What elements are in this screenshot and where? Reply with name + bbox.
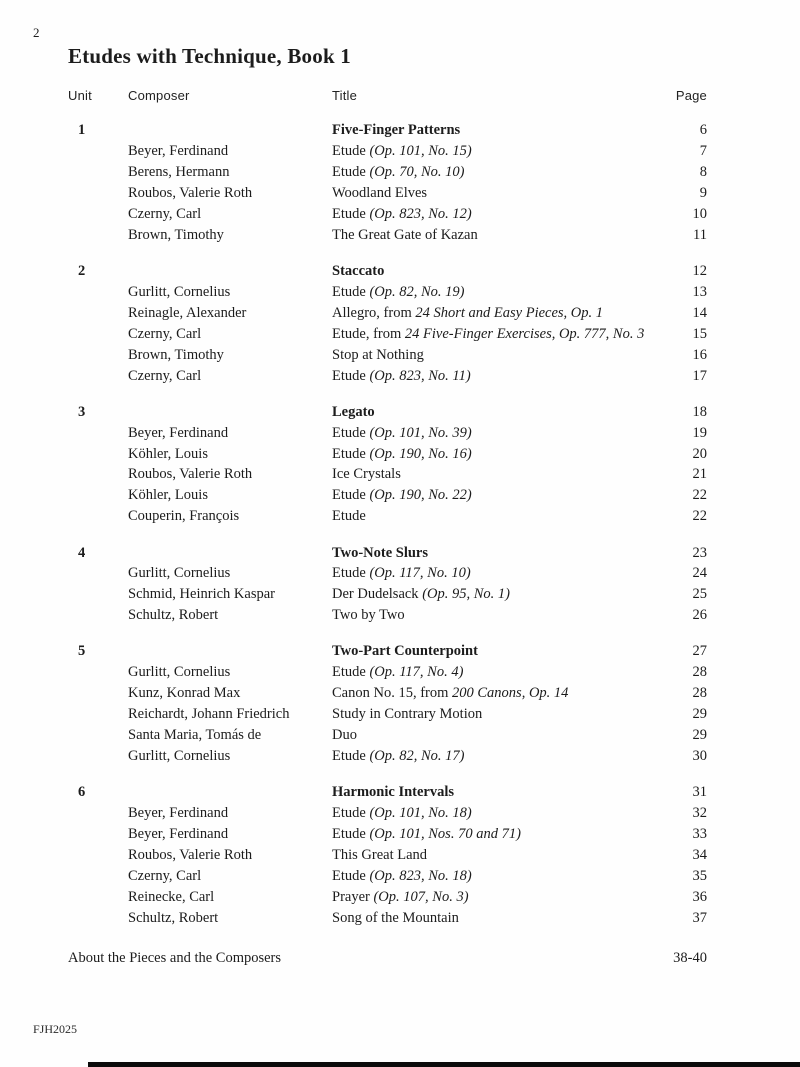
title-opus-italic: 200 Canons, Op. 14 xyxy=(452,685,569,702)
page-cell: 34 xyxy=(692,846,707,863)
title-text: This Great Land xyxy=(332,846,428,863)
title-text: Etude xyxy=(332,143,370,160)
toc-row xyxy=(68,746,707,767)
catalog-code: FJH2025 xyxy=(33,1022,78,1036)
page-cell: 29 xyxy=(692,727,707,744)
section-heading-row xyxy=(68,261,707,282)
toc-row xyxy=(68,887,707,908)
title-opus-italic: (Op. 82, No. 19) xyxy=(369,283,465,300)
header-page: Page xyxy=(675,88,707,103)
title-text: Canon No. 15, from xyxy=(332,685,453,702)
page-cell: 28 xyxy=(692,685,707,702)
title-text: Etude xyxy=(332,867,370,884)
toc-row xyxy=(68,141,707,162)
title-cell xyxy=(332,284,657,301)
section-heading-row xyxy=(68,543,707,564)
toc-row xyxy=(68,683,707,704)
section-heading-row xyxy=(68,402,707,423)
toc-row xyxy=(68,324,707,345)
page-cell: 8 xyxy=(699,164,707,181)
title-opus-italic: 24 Short and Easy Pieces, Op. 1 xyxy=(415,304,604,321)
page-cell: 12 xyxy=(692,263,707,280)
title-text: Two by Two xyxy=(332,607,405,624)
page-cell: 22 xyxy=(692,508,707,525)
toc-sections xyxy=(68,120,707,928)
section-title: Staccato xyxy=(332,263,385,280)
toc-row xyxy=(68,366,707,387)
title-text: Der Dudelsack xyxy=(332,586,423,603)
page-cell: 36 xyxy=(692,888,707,905)
toc-row xyxy=(68,845,707,866)
composer-cell: Beyer, Ferdinand xyxy=(128,826,229,842)
composer-cell: Roubos, Valerie Roth xyxy=(128,185,253,201)
title-text: Etude xyxy=(332,565,370,582)
composer-cell: Berens, Hermann xyxy=(128,164,230,181)
composer-cell: Roubos, Valerie Roth xyxy=(128,466,253,483)
title-cell xyxy=(332,748,657,765)
composer-cell: Schultz, Robert xyxy=(128,607,219,624)
title-cell xyxy=(332,425,657,442)
toc-row xyxy=(68,345,707,366)
composer-cell: Czerny, Carl xyxy=(128,325,202,342)
title-opus-italic: (Op. 190, No. 16) xyxy=(369,445,472,462)
section-rows xyxy=(68,563,707,626)
page-cell: 21 xyxy=(692,466,707,483)
composer-cell: Köhler, Louis xyxy=(128,445,208,462)
section-heading-row xyxy=(68,642,707,663)
title-cell xyxy=(332,586,657,603)
page-cell: 20 xyxy=(692,445,707,462)
toc-row xyxy=(68,162,707,183)
title-text: Etude xyxy=(332,367,370,384)
composer-cell: Reichardt, Johann Friedrich xyxy=(128,706,290,723)
title-text: Song of the Mountain xyxy=(332,909,459,926)
section-title: Legato xyxy=(332,403,375,420)
title-cell xyxy=(332,368,657,385)
section-rows xyxy=(68,423,707,527)
composer-cell: Beyer, Ferdinand xyxy=(128,143,229,160)
title-text: Etude xyxy=(332,283,370,300)
title-text: Etude xyxy=(332,205,370,222)
title-text: Etude xyxy=(332,445,370,462)
title-cell xyxy=(332,847,657,864)
section-rows xyxy=(68,141,707,245)
composer-cell: Czerny, Carl xyxy=(128,867,202,884)
toc-row xyxy=(68,908,707,929)
title-opus-italic: (Op. 101, No. 15) xyxy=(369,143,472,160)
title-cell xyxy=(332,868,657,885)
page-cell: 13 xyxy=(692,283,707,300)
title-cell xyxy=(332,607,657,624)
title-text: Etude, from xyxy=(332,325,405,342)
title-opus-italic: (Op. 95, No. 1) xyxy=(422,586,510,603)
title-opus-italic: (Op. 107, No. 3) xyxy=(373,888,469,905)
composer-cell: Gurlitt, Cornelius xyxy=(128,565,231,582)
title-text: Woodland Elves xyxy=(332,185,428,201)
composer-cell: Gurlitt, Cornelius xyxy=(128,283,231,300)
title-cell xyxy=(332,164,657,181)
title-opus-italic: (Op. 82, No. 17) xyxy=(369,747,465,764)
composer-cell: Couperin, François xyxy=(128,508,240,525)
composer-cell: Reinagle, Alexander xyxy=(128,304,247,321)
title-opus-italic: (Op. 101, No. 18) xyxy=(369,805,472,822)
composer-cell: Brown, Timothy xyxy=(128,346,224,363)
section-title: Harmonic Intervals xyxy=(332,784,455,801)
title-text: Etude xyxy=(332,664,370,681)
unit-number: 1 xyxy=(78,122,86,139)
title-text: Etude xyxy=(332,805,370,822)
toc-row xyxy=(68,204,707,225)
toc-section xyxy=(68,543,707,627)
page-cell: 25 xyxy=(692,586,707,603)
title-text: Duo xyxy=(332,727,357,744)
toc-row xyxy=(68,563,707,584)
title-cell xyxy=(332,706,657,723)
page-cell: 15 xyxy=(692,325,707,342)
toc-row xyxy=(68,465,707,486)
toc-row xyxy=(68,605,707,626)
section-title: Two-Part Counterpoint xyxy=(332,643,478,660)
title-text: Etude xyxy=(332,826,370,842)
toc-row xyxy=(68,485,707,506)
composer-cell: Gurlitt, Cornelius xyxy=(128,664,231,681)
toc-row xyxy=(68,303,707,324)
title-opus-italic: (Op. 70, No. 10) xyxy=(369,164,465,181)
title-opus-italic: (Op. 101, Nos. 70 and 71) xyxy=(369,826,521,842)
composer-cell: Köhler, Louis xyxy=(128,487,208,504)
page-cell: 9 xyxy=(699,185,707,201)
toc-row xyxy=(68,662,707,683)
toc-row xyxy=(68,282,707,303)
title-cell xyxy=(332,143,657,160)
title-opus-italic: 24 Five-Finger Exercises, Op. 777, No. 3 xyxy=(404,325,645,342)
table-header-row xyxy=(68,86,707,105)
about-page: 38-40 xyxy=(673,949,707,966)
title-text: Study in Contrary Motion xyxy=(332,706,483,723)
toc-section xyxy=(68,642,707,767)
section-rows xyxy=(68,662,707,766)
unit-number: 5 xyxy=(78,643,86,660)
toc-row xyxy=(68,444,707,465)
page-cell: 6 xyxy=(699,122,707,139)
title-cell xyxy=(332,466,657,483)
title-cell xyxy=(332,206,657,223)
unit-number: 4 xyxy=(78,544,86,561)
toc-row xyxy=(68,225,707,246)
toc-content xyxy=(68,0,707,969)
page-cell: 27 xyxy=(692,643,707,660)
title-cell xyxy=(332,227,657,244)
title-opus-italic: (Op. 117, No. 10) xyxy=(369,565,471,582)
header-unit: Unit xyxy=(68,88,92,103)
composer-cell: Beyer, Ferdinand xyxy=(128,424,229,441)
section-rows xyxy=(68,803,707,928)
composer-cell: Roubos, Valerie Roth xyxy=(128,846,253,863)
about-row xyxy=(68,948,707,969)
page-cell: 32 xyxy=(692,805,707,822)
title-opus-italic: (Op. 101, No. 39) xyxy=(369,424,472,441)
title-cell xyxy=(332,565,657,582)
composer-cell: Beyer, Ferdinand xyxy=(128,805,229,822)
title-text: Etude xyxy=(332,747,370,764)
page-cell: 14 xyxy=(692,304,707,321)
title-cell xyxy=(332,508,657,525)
toc-row xyxy=(68,725,707,746)
page-cell: 7 xyxy=(699,143,707,160)
page-cell: 10 xyxy=(692,205,707,222)
title-opus-italic: (Op. 117, No. 4) xyxy=(369,664,464,681)
title-opus-italic: (Op. 823, No. 11) xyxy=(369,367,471,384)
toc-row xyxy=(68,824,707,845)
page-cell: 16 xyxy=(692,346,707,363)
title-text: Etude xyxy=(332,424,370,441)
composer-cell: Czerny, Carl xyxy=(128,367,202,384)
title-text: Etude xyxy=(332,487,370,504)
title-cell xyxy=(332,487,657,504)
page-cell: 28 xyxy=(692,664,707,681)
toc-section xyxy=(68,120,707,245)
title-text: The Great Gate of Kazan xyxy=(332,226,478,243)
composer-cell: Schultz, Robert xyxy=(128,909,219,926)
page-cell: 26 xyxy=(692,607,707,624)
toc-row xyxy=(68,866,707,887)
section-rows xyxy=(68,282,707,386)
title-text: Etude xyxy=(332,508,366,525)
page-cell: 18 xyxy=(692,403,707,420)
title-cell xyxy=(332,347,657,364)
title-opus-italic: (Op. 823, No. 12) xyxy=(369,205,472,222)
page-cell: 11 xyxy=(693,226,707,243)
toc-section xyxy=(68,261,707,386)
composer-cell: Brown, Timothy xyxy=(128,226,224,243)
page-cell: 17 xyxy=(692,367,707,384)
toc-row xyxy=(68,584,707,605)
page-cell: 35 xyxy=(692,867,707,884)
toc-row xyxy=(68,506,707,527)
toc-section xyxy=(68,782,707,928)
page-cell: 19 xyxy=(692,424,707,441)
title-text: Etude xyxy=(332,164,370,181)
title-text: Prayer xyxy=(332,888,374,905)
page-cell: 33 xyxy=(692,826,707,842)
composer-cell: Santa Maria, Tomás de xyxy=(128,727,262,744)
scan-artifact-bar xyxy=(88,1062,800,1067)
title-cell xyxy=(332,326,657,343)
header-composer: Composer xyxy=(128,88,190,103)
toc-row xyxy=(68,704,707,725)
page-number: 2 xyxy=(33,25,40,40)
title-text: Allegro, from xyxy=(332,304,416,321)
composer-cell: Kunz, Konrad Max xyxy=(128,685,241,702)
composer-cell: Schmid, Heinrich Kaspar xyxy=(128,586,275,603)
title-cell xyxy=(332,664,657,681)
title-cell xyxy=(332,826,657,843)
title-cell xyxy=(332,446,657,463)
toc-section xyxy=(68,402,707,527)
title-text: Stop at Nothing xyxy=(332,346,424,363)
section-title: Two-Note Slurs xyxy=(332,544,428,561)
title-cell xyxy=(332,305,657,322)
title-cell xyxy=(332,910,657,927)
section-heading-row xyxy=(68,782,707,803)
title-cell xyxy=(332,727,657,744)
section-title: Five-Finger Patterns xyxy=(332,122,461,139)
page-cell: 22 xyxy=(692,487,707,504)
section-heading-row xyxy=(68,120,707,141)
page-cell: 31 xyxy=(692,784,707,801)
title-text: Ice Crystals xyxy=(332,466,401,483)
header-title: Title xyxy=(332,88,358,103)
title-cell xyxy=(332,805,657,822)
title-cell xyxy=(332,185,657,202)
composer-cell: Reinecke, Carl xyxy=(128,888,215,905)
title-cell xyxy=(332,685,657,702)
toc-row xyxy=(68,803,707,824)
page-cell: 24 xyxy=(692,565,707,582)
about-label: About the Pieces and the Composers xyxy=(68,949,282,966)
composer-cell: Gurlitt, Cornelius xyxy=(128,747,231,764)
unit-number: 3 xyxy=(78,403,86,420)
toc-row xyxy=(68,183,707,204)
book-title: Etudes with Technique, Book 1 xyxy=(68,44,351,68)
title-opus-italic: (Op. 823, No. 18) xyxy=(369,867,472,884)
page-cell: 29 xyxy=(692,706,707,723)
title-opus-italic: (Op. 190, No. 22) xyxy=(369,487,472,504)
unit-number: 6 xyxy=(78,784,86,801)
page-cell: 23 xyxy=(692,544,707,561)
unit-number: 2 xyxy=(78,263,86,280)
page-cell: 37 xyxy=(692,909,707,926)
title-cell xyxy=(332,889,657,906)
composer-cell: Czerny, Carl xyxy=(128,205,202,222)
toc-row xyxy=(68,423,707,444)
page-cell: 30 xyxy=(692,747,707,764)
